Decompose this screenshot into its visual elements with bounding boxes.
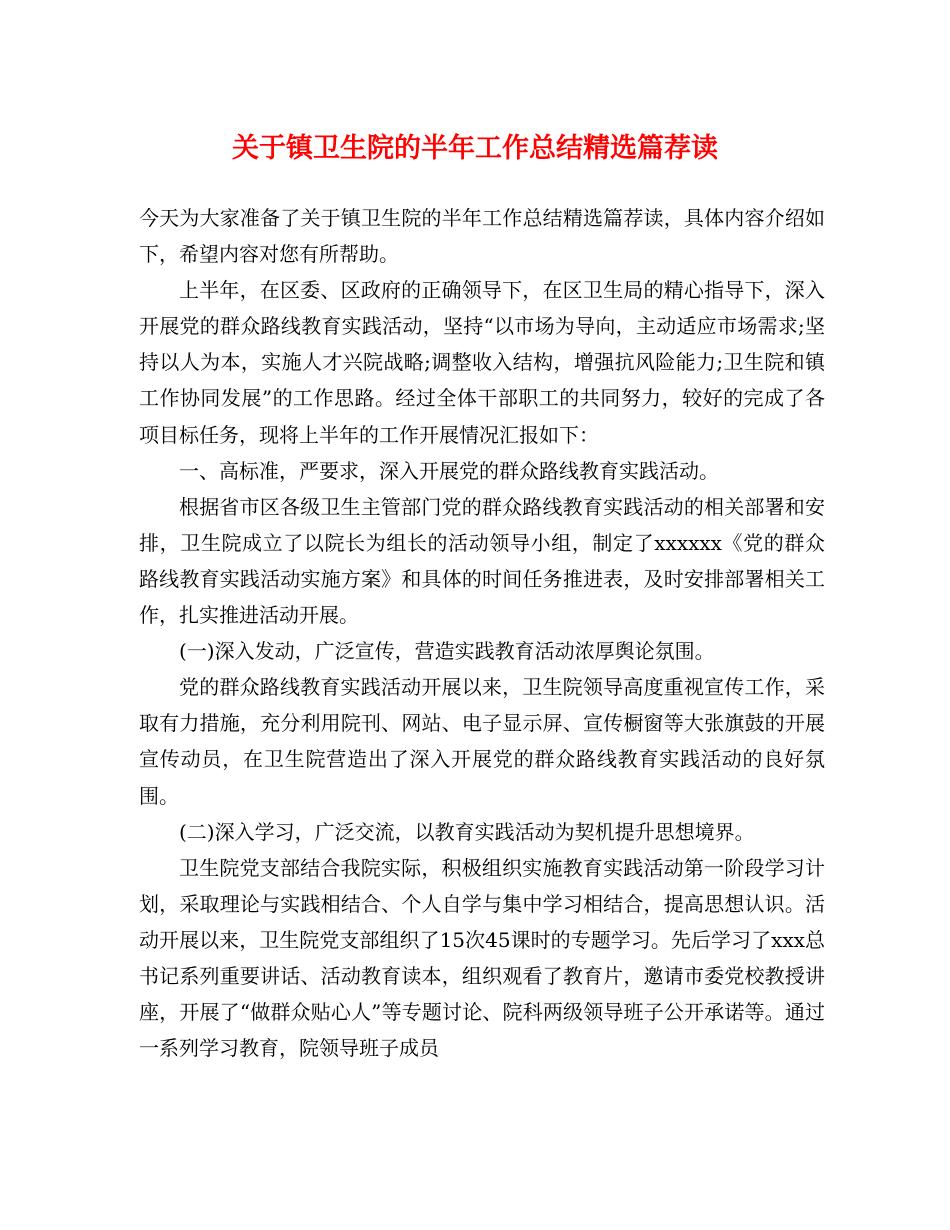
document-body [139,200,825,1066]
paragraph-intro: 今天为大家准备了关于镇卫生院的半年工作总结精选篇荐读，具体内容介绍如下，希望内容对您有所帮助。 [139,206,825,267]
section-heading: 一、高标准，严要求，深入开展党的群众路线教育实践活动。 [179,458,719,483]
subsection-heading: (二)深入学习，广泛交流，以教育实践活动为契机提升思想境界。 [179,819,755,844]
paragraph: 根据省市区各级卫生主管部门党的群众路线教育实践活动的相关部署和安排，卫生院成立了以院长为组长的活动领导小组，制定了xxxxxx《党的群众路线教育实践活动实施方案》和具体的时间任务推进表，及时安排部署相关工作，扎实推进活动开展。 [139,494,825,628]
paragraph: 党的群众路线教育实践活动开展以来，卫生院领导高度重视宣传工作，采取有力措施，充分利用院刊、网站、电子显示屏、宣传橱窗等大张旗鼓的开展宣传动员，在卫生院营造出了深入开展党的群众路线教育实践活动的良好氛围。 [139,675,825,808]
subsection-heading: (一)深入发动，广泛宣传，营造实践教育活动浓厚舆论氛围。 [179,639,715,664]
document-title: 关于镇卫生院的半年工作总结精选篇荐读 [232,133,718,164]
paragraph: 卫生院党支部结合我院实际，积极组织实施教育实践活动第一阶段学习计划，采取理论与实践相结合、个人自学与集中学习相结合，提高思想认识。活动开展以来，卫生院党支部组织了15次45课时的专题学习。先后学习了xxx总书记系列重要讲话、活动教育读本，组织观看了教育片，邀请市委党校教授讲座，开展了“做群众贴心人”等专题讨论、院科两级领导班子公开承诺等。通过一系列学习教育，院领导班子成员 [139,855,825,1061]
paragraph: 上半年，在区委、区政府的正确领导下，在区卫生局的精心指导下，深入开展党的群众路线教育实践活动，坚持“以市场为导向，主动适应市场需求;坚持以人为本，实施人才兴院战略;调整收入结构，增强抗风险能力;卫生院和镇工作协同发展”的工作思路。经过全体干部职工的共同努力，较好的完成了各项目标任务，现将上半年的工作开展情况汇报如下： [139,278,825,447]
